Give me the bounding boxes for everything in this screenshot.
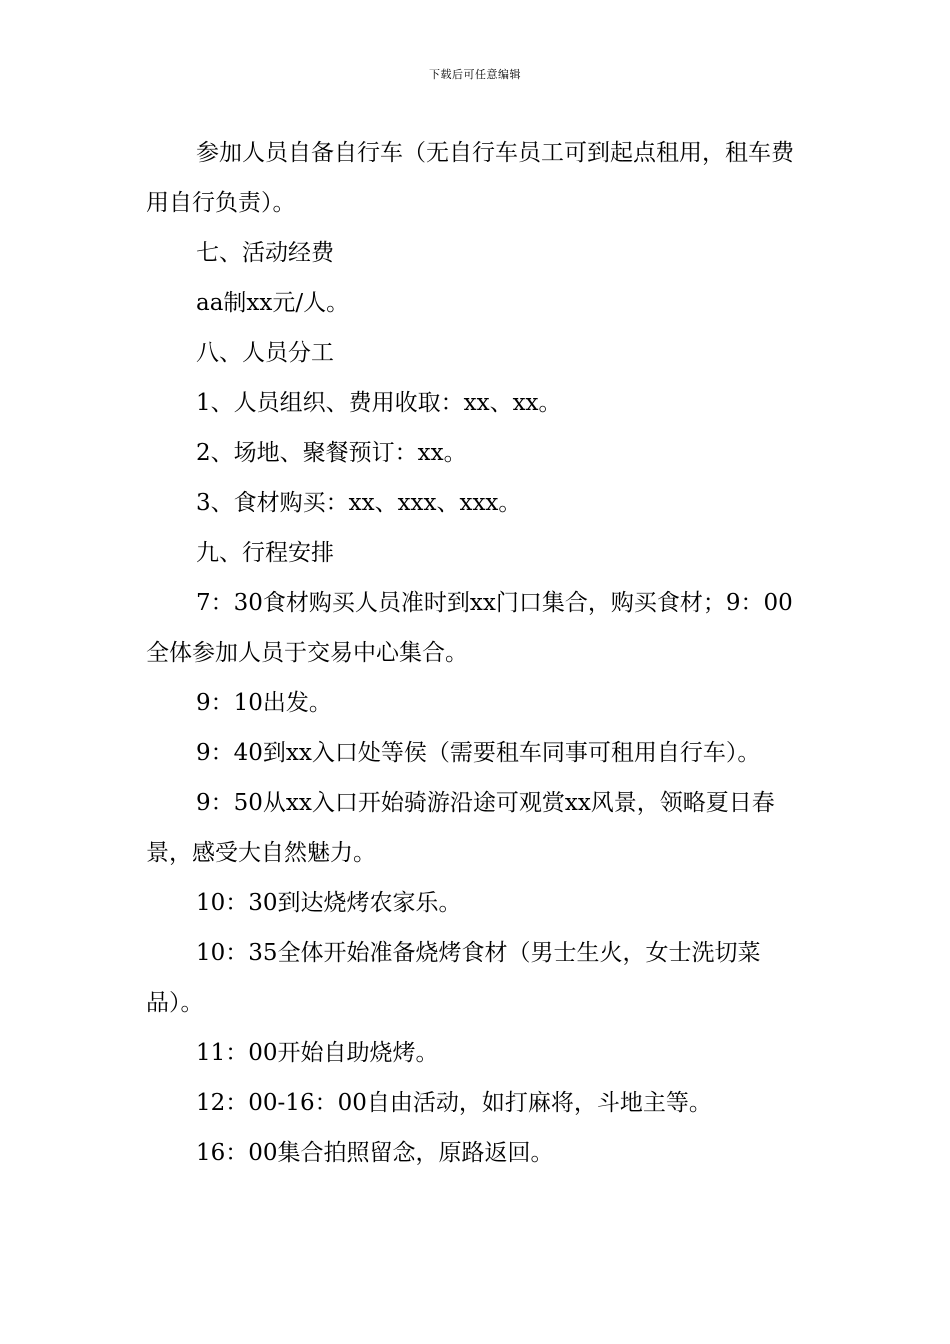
schedule-item: 10：35全体开始准备烧烤食材（男士生火，女士洗切菜品）。 <box>146 940 761 1016</box>
schedule-item: 9：10出发。 <box>196 690 332 716</box>
schedule-item: 12：00-16：00自由活动，如打麻将，斗地主等。 <box>196 1090 712 1116</box>
schedule-item: 16：00集合拍照留念，原路返回。 <box>196 1140 554 1166</box>
schedule-item: 7：30食材购买人员准时到xx门口集合，购买食材；9：00全体参加人员于交易中心集合。 <box>146 590 793 666</box>
list-item-role-3: 3、食材购买：xx、xxx、xxx。 <box>196 490 522 516</box>
paragraph-bicycle-note: 参加人员自备自行车（无自行车员工可到起点租用，租车费用自行负责）。 <box>146 140 794 216</box>
schedule-item: 11：00开始自助烧烤。 <box>196 1040 439 1066</box>
paragraph-budget: aa制xx元/人。 <box>196 290 350 316</box>
schedule-item: 9：40到xx入口处等侯（需要租车同事可租用自行车）。 <box>196 740 761 766</box>
list-item-role-2: 2、场地、聚餐预订：xx。 <box>196 440 467 466</box>
document-body <box>146 128 810 1178</box>
schedule-item: 9：50从xx入口开始骑游沿途可观赏xx风景，领略夏日春景，感受大自然魅力。 <box>146 790 775 866</box>
section-heading-roles: 八、人员分工 <box>196 340 334 366</box>
list-item-role-1: 1、人员组织、费用收取：xx、xx。 <box>196 390 562 416</box>
section-heading-budget: 七、活动经费 <box>196 240 334 266</box>
section-heading-schedule: 九、行程安排 <box>196 540 334 566</box>
schedule-item: 10：30到达烧烤农家乐。 <box>196 890 462 916</box>
page-header: 下载后可任意编辑 <box>429 68 521 81</box>
